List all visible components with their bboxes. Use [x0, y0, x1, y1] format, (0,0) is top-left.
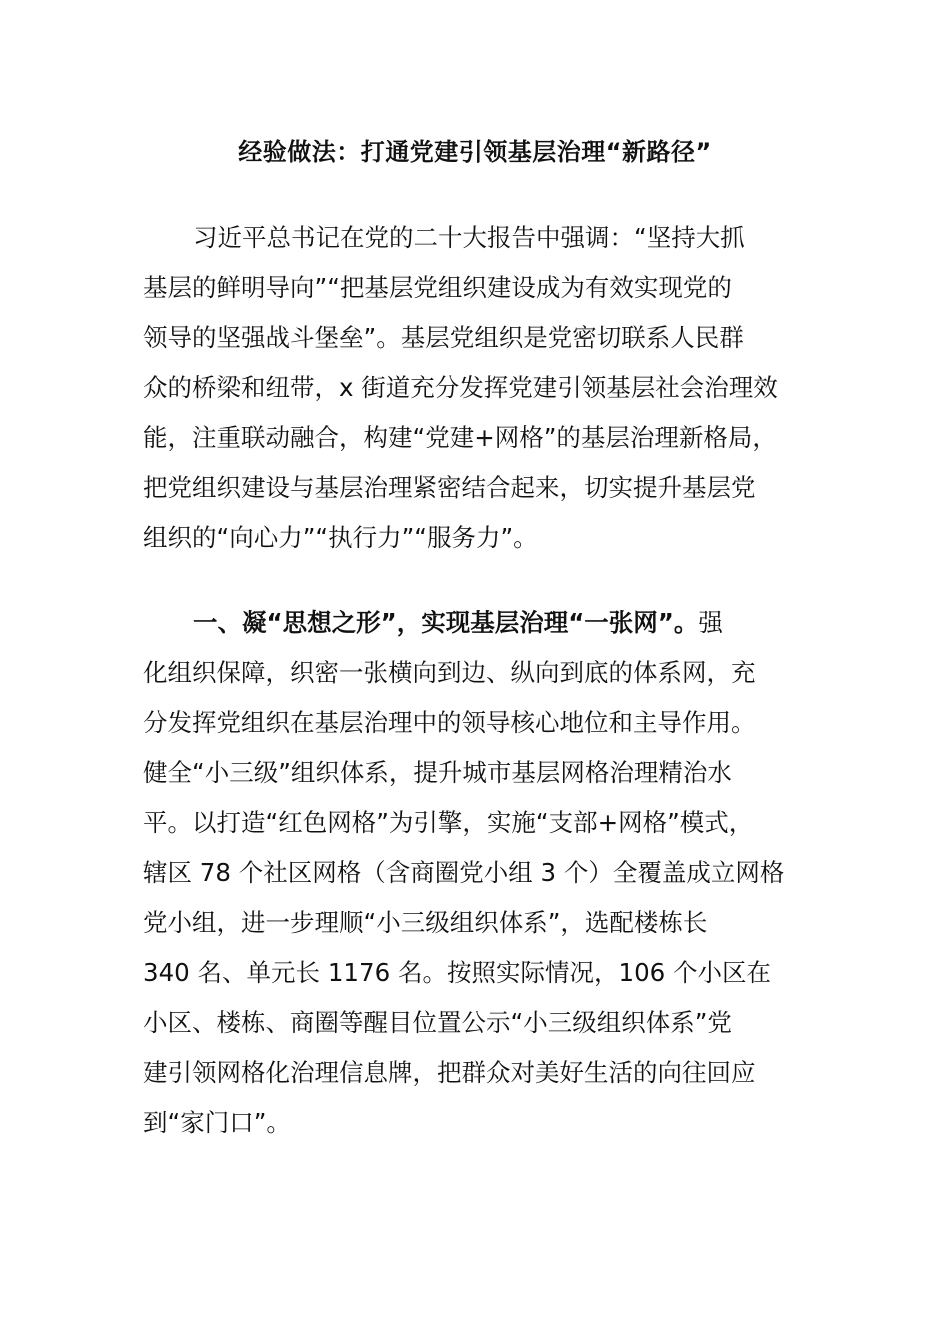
intro-line: 基层的鲜明导向”“把基层党组织建设成为有效实现党的 — [143, 273, 732, 302]
section-1-line: 建引领网格化治理信息牌，把群众对美好生活的向往回应 — [143, 1058, 756, 1087]
intro-line: 能，注重联动融合，构建“党建+网格”的基层治理新格局， — [143, 423, 777, 452]
section-1-line: 到“家门口”。 — [143, 1108, 291, 1137]
document-title: 经验做法：打通党建引领基层治理“新路径” — [238, 138, 712, 166]
section-1-line: 健全“小三级”组织体系，提升城市基层网格治理精治水 — [143, 758, 732, 787]
intro-line: 组织的“向心力”“执行力”“服务力”。 — [143, 523, 538, 552]
section-1-line: 平。以打造“红色网格”为引擎，实施“支部+网格”模式， — [143, 808, 754, 837]
section-1-first-line — [193, 605, 723, 641]
section-1-line: 党小组，进一步理顺“小三级组织体系”，选配楼栋长 — [143, 908, 708, 937]
section-1-line: 分发挥党组织在基层治理中的领导核心地位和主导作用。 — [143, 708, 756, 737]
intro-line: 领导的坚强战斗堡垒”。基层党组织是党密切联系人民群 — [143, 323, 744, 352]
intro-line: 习近平总书记在党的二十大报告中强调：“坚持大抓 — [193, 223, 745, 252]
intro-line: 众的桥梁和纽带，x 街道充分发挥党建引领基层社会治理效 — [143, 373, 778, 402]
section-1-line: 辖区 78 个社区网格（含商圈党小组 3 个）全覆盖成立网格 — [143, 858, 785, 887]
intro-line: 把党组织建设与基层治理紧密结合起来，切实提升基层党 — [143, 473, 756, 502]
section-1-line: 化组织保障，织密一张横向到边、纵向到底的体系网，充 — [143, 658, 756, 687]
section-1-heading: 一、凝“思想之形”，实现基层治理“一张网”。 — [193, 608, 699, 637]
section-1-line: 340 名、单元长 1176 名。按照实际情况，106 个小区在 — [143, 958, 772, 987]
section-1-line: 小区、楼栋、商圈等醒目位置公示“小三级组织体系”党 — [143, 1008, 732, 1037]
section-1-first-line-rest: 强 — [698, 608, 723, 637]
